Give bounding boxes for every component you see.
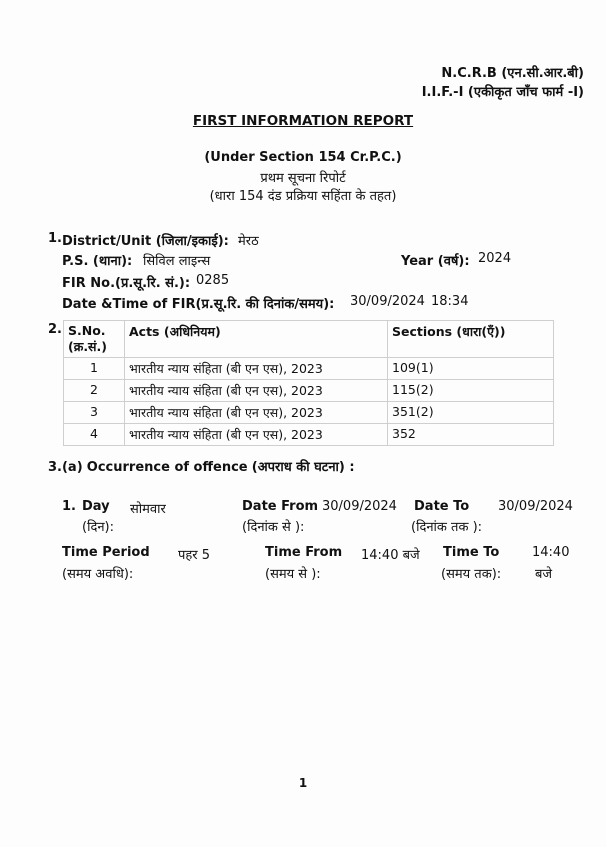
table-header-row xyxy=(64,321,554,358)
row-section: 352 xyxy=(388,424,554,446)
row-sno: 1 xyxy=(64,358,125,380)
sno-header: S.No. (क्र.सं.) xyxy=(64,321,125,358)
subtitle-section: (Under Section 154 Cr.P.C.) xyxy=(204,150,402,165)
table-row xyxy=(64,402,554,424)
row-section: 115(2) xyxy=(388,380,554,402)
time-to-label: Time To xyxy=(443,545,500,560)
ncrb-header: N.C.R.B (एन.सी.आर.बी) xyxy=(441,66,584,81)
time-to-label-hindi: (समय तक): xyxy=(441,567,502,582)
subtitle-hindi-section: (धारा 154 दंड प्रक्रिया सहिंता के तहत) xyxy=(209,189,397,204)
time-to-value: 14:40 xyxy=(532,545,570,560)
day-value: सोमवार xyxy=(130,502,166,517)
section2-number: 2. xyxy=(48,322,62,337)
date-from-label: Date From xyxy=(242,499,319,514)
date-from-value: 30/09/2024 xyxy=(322,499,397,514)
time-from-value: 14:40 बजे xyxy=(361,548,420,563)
fir-datetime-label: Date &Time of FIR(प्र.सू.रि. की दिनांक/समय): xyxy=(62,297,335,312)
row-section: 351(2) xyxy=(388,402,554,424)
ps-value: सिविल लाइन्स xyxy=(143,254,211,269)
year-label: Year (वर्ष): xyxy=(401,254,470,269)
page-number: 1 xyxy=(298,776,308,790)
fir-number-label: FIR No.(प्र.सू.रि. सं.): xyxy=(62,276,191,291)
date-from-label-hindi: (दिनांक से ): xyxy=(242,520,305,535)
row-act: भारतीय न्याय संहिता (बी एन एस), 2023 xyxy=(125,380,388,402)
day-label: Day xyxy=(82,499,110,514)
table-row xyxy=(64,424,554,446)
date-to-label: Date To xyxy=(414,499,470,514)
row-section: 109(1) xyxy=(388,358,554,380)
table-row xyxy=(64,380,554,402)
time-period-label-hindi: (समय अवधि): xyxy=(62,567,134,582)
sections-header: Sections (धारा(एँ)) xyxy=(388,321,554,358)
acts-header: Acts (अधिनियम) xyxy=(125,321,388,358)
year-value: 2024 xyxy=(478,251,512,266)
subtitle-hindi: प्रथम सूचना रिपोर्ट xyxy=(260,171,346,186)
district-value: मेरठ xyxy=(238,234,259,249)
row-sno: 4 xyxy=(64,424,125,446)
day-label-hindi: (दिन): xyxy=(82,520,115,535)
iif-header: I.I.F.-I (एकीकृत जाँच फार्म -I) xyxy=(421,85,584,100)
time-period-value: पहर 5 xyxy=(178,548,211,563)
section3-heading: 3.(a) Occurrence of offence (अपराध की घटना) : xyxy=(48,460,355,475)
district-label: District/Unit (जिला/इकाई): xyxy=(62,234,229,249)
row-act: भारतीय न्याय संहिता (बी एन एस), 2023 xyxy=(125,424,388,446)
date-to-label-hindi: (दिनांक तक ): xyxy=(411,520,483,535)
fir-date-value: 30/09/2024 xyxy=(350,294,425,309)
section1-number: 1. xyxy=(48,231,62,246)
fir-number-value: 0285 xyxy=(196,273,230,288)
row-act: भारतीय न्याय संहिता (बी एन एस), 2023 xyxy=(125,402,388,424)
row-act: भारतीय न्याय संहिता (बी एन एस), 2023 xyxy=(125,358,388,380)
row-sno: 2 xyxy=(64,380,125,402)
occurrence-item-number: 1. xyxy=(62,499,76,514)
fir-time-value: 18:34 xyxy=(431,294,469,309)
acts-sections-table xyxy=(63,320,554,446)
time-from-label: Time From xyxy=(265,545,343,560)
row-sno: 3 xyxy=(64,402,125,424)
document-title: FIRST INFORMATION REPORT xyxy=(192,113,414,129)
time-from-label-hindi: (समय से ): xyxy=(265,567,321,582)
ps-label: P.S. (थाना): xyxy=(62,254,133,269)
time-period-label: Time Period xyxy=(62,545,150,560)
table-row xyxy=(64,358,554,380)
time-to-unit: बजे xyxy=(535,567,553,582)
date-to-value: 30/09/2024 xyxy=(498,499,573,514)
